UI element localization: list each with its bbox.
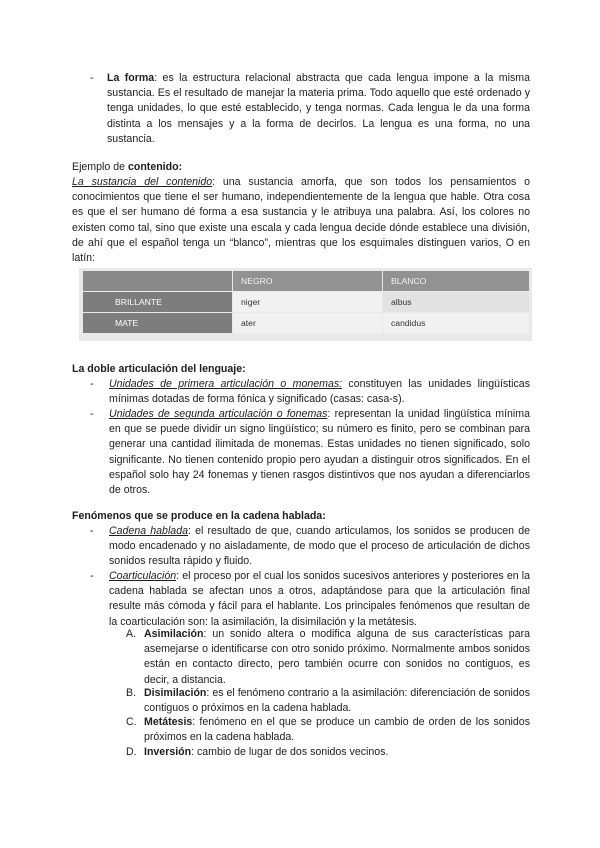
table-cell: albus bbox=[382, 291, 529, 312]
table-header-row bbox=[83, 271, 529, 291]
ejemplo-bold: contenido: bbox=[127, 161, 183, 173]
term-cadena-hablada: Cadena hablada bbox=[109, 525, 188, 537]
sub-item-definition: : cambio de lugar de dos sonidos vecinos. bbox=[191, 746, 389, 758]
table-header-cell: BLANCO bbox=[382, 271, 529, 291]
bullet-dash: - bbox=[90, 570, 94, 582]
sub-item-text bbox=[144, 686, 530, 716]
sub-item-letter: A. bbox=[126, 628, 137, 640]
sub-item-letter: D. bbox=[126, 746, 137, 758]
term-la-forma: La forma bbox=[107, 72, 155, 84]
table-cell: niger bbox=[232, 291, 382, 312]
term-coarticulacion: Coarticulación bbox=[109, 570, 177, 582]
term-segunda-articulacion: Unidades de segunda articulación o fonemas bbox=[109, 408, 328, 420]
table-row-label: BRILLANTE bbox=[83, 291, 232, 312]
bullet-text bbox=[109, 407, 530, 498]
ejemplo-heading bbox=[72, 160, 530, 175]
heading-text: Fenómenos que se produce en la cadena hablada: bbox=[72, 510, 326, 522]
doble-articulacion-heading bbox=[72, 362, 530, 377]
term-metatesis: Metátesis bbox=[144, 716, 193, 728]
table-header-cell: NEGRO bbox=[232, 271, 382, 291]
bullet-text bbox=[107, 71, 530, 147]
table-header-cell bbox=[83, 271, 232, 291]
heading-text: La doble articulación del lenguaje: bbox=[72, 363, 246, 375]
ejemplo-prefix: Ejemplo de bbox=[72, 161, 128, 173]
bullet-text bbox=[109, 569, 530, 630]
bullet-dash: - bbox=[90, 525, 94, 537]
item-text: : el resultado de que, cuando articulamos, los sonidos se producen de modo encadenado y no aisladamente, de modo que el proceso de articulación de dichos sonidos resulta rápido y fluido. bbox=[109, 525, 530, 568]
fenomenos-heading bbox=[72, 509, 530, 524]
table-cell: ater bbox=[232, 312, 382, 333]
table-cell: candidus bbox=[382, 312, 529, 333]
term-sustancia-contenido: La sustancia del contenido bbox=[72, 176, 213, 188]
ejemplo-text: : una sustancia amorfa, que son todos los pensamientos o conocimientos que tiene el ser humano, independientemente de la lengua que hable. Otra cosa es que el ser humano dé forma a esa sustancia y le atribuya una palabra. Así, los colores no existen como tal, sino que existe una escala y cada lengua decide dónde establece una división, de ahí que el español tenga un “blanco”, mientras que los esquimales distinguen varios, O en latín: bbox=[72, 176, 530, 265]
item-text: constituyen las unidades lingüísticas mínimas dotadas de forma fónica y significado (casas: casa-s). bbox=[109, 378, 530, 406]
bullet-dash: - bbox=[90, 408, 94, 420]
bullet-text bbox=[109, 377, 530, 407]
sub-item-letter: C. bbox=[126, 716, 137, 728]
term-asimilacion: Asimilación bbox=[144, 628, 204, 640]
term-disimilacion: Disimilación bbox=[144, 687, 207, 699]
item-text: : el proceso por el cual los sonidos sucesivos anteriores y posteriores en la cadena hablada se afectan unos a otros, adaptándose para que la articulación final resulte más cómoda y fácil para el hablante. Los principales fenómenos que resultan de la coarticulación son: la asimilación, la disimilación y la metátesis. bbox=[109, 570, 530, 628]
bullet-text bbox=[109, 524, 530, 570]
sub-item-text bbox=[144, 627, 530, 688]
sub-item-text bbox=[144, 715, 530, 745]
item-text: : representan la unidad lingüística mínima en que se puede dividir un signo lingüístico; su número es finito, pero se combinan para generar una cantidad ilimitada de monemas. Estas unidades no tienen significado, solo significante. No tienen contenido propio pero ayudan a distinguir otros significados. En el español solo hay 24 fonemas y tienen rasgos distintivos que nos ayudan a diferenciarlos de otros. bbox=[109, 408, 531, 497]
la-forma-definition: : es la estructura relacional abstracta que cada lengua impone a la misma sustancia. Es el resultado de manejar la materia prima. Todo aquello que esté ordenado y tenga unidades, lo que esté establecido, y tenga normas. Cada lengua le da una forma distinta a los mensajes y a la forma de decirlos. La lengua es una forma, no una sustancia. bbox=[107, 72, 530, 145]
sub-item-definition: : es el fenómeno contrario a la asimilación: diferenciación de sonidos contiguos o próximos en la cadena hablada. bbox=[144, 687, 530, 715]
bullet-dash: - bbox=[90, 378, 94, 390]
sub-item-definition: : fenómeno en el que se produce un cambio de orden de los sonidos próximos en la cadena hablada. bbox=[144, 716, 530, 744]
term-primera-articulacion: Unidades de primera articulación o monemas: bbox=[109, 378, 343, 390]
term-inversion: Inversión bbox=[144, 746, 192, 758]
sub-item-letter: B. bbox=[126, 687, 137, 699]
bullet-dash: - bbox=[90, 72, 94, 84]
sub-item-definition: : un sonido altera o modifica alguna de sus características para asemejarse o identificarse con otro sonido próximo. Normalmente ambos sonidos están en contacto directo, pero también ocurre con sonidos no contiguos, es decir, a distancia. bbox=[144, 628, 530, 686]
table-row bbox=[83, 291, 529, 312]
latin-color-table bbox=[83, 271, 529, 333]
table-row bbox=[83, 312, 529, 333]
sub-item-text bbox=[144, 745, 530, 760]
table-row-label: MATE bbox=[83, 312, 232, 333]
ejemplo-paragraph bbox=[72, 175, 530, 266]
